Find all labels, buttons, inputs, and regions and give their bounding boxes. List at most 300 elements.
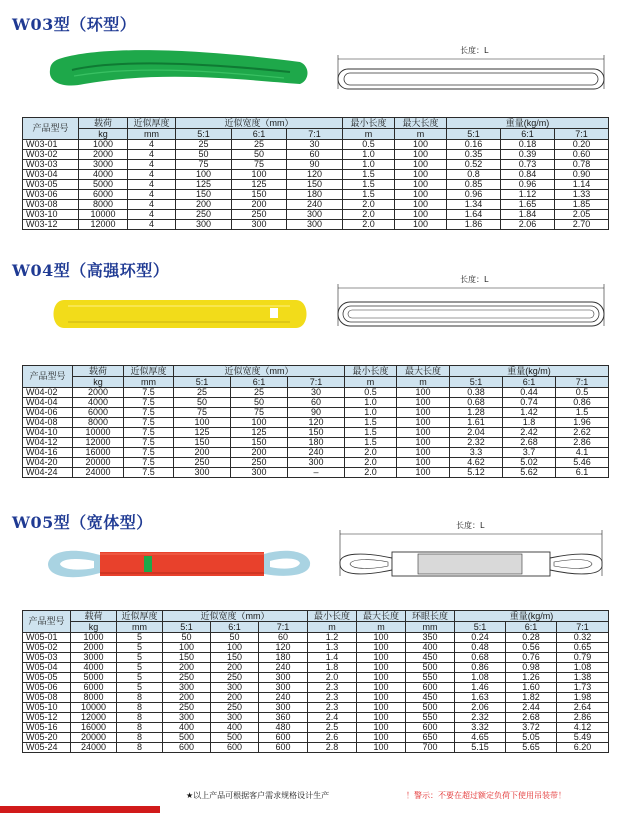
table-cell: 24000 — [73, 468, 124, 478]
model-cell: W05-04 — [23, 663, 71, 673]
table-cell: 4.1 — [556, 448, 609, 458]
table-cell: 1.85 — [555, 200, 609, 210]
table-cell: 4.65 — [455, 733, 506, 743]
section-title-w05: W05型（宽体型） — [12, 513, 153, 532]
table-cell: 16000 — [73, 448, 124, 458]
table-cell: 4000 — [79, 170, 128, 180]
table-cell: 100 — [395, 150, 447, 160]
table-cell: 5.02 — [503, 458, 556, 468]
table-cell: 500 — [406, 703, 455, 713]
header-loop-length-unit: mm — [406, 622, 455, 633]
table-cell: 50 — [231, 398, 288, 408]
table-cell: 100 — [163, 643, 211, 653]
table-row — [23, 200, 609, 210]
table-cell: 1.4 — [308, 653, 357, 663]
table-row — [23, 683, 609, 693]
table-cell: 50 — [211, 633, 259, 643]
table-cell: 7.5 — [124, 388, 174, 398]
table-cell: 600 — [406, 683, 455, 693]
table-cell: 100 — [231, 418, 288, 428]
header-ratio: 6:1 — [506, 622, 557, 633]
table-cell: 150 — [288, 428, 345, 438]
table-cell: 5000 — [79, 180, 128, 190]
table-cell: 90 — [288, 408, 345, 418]
model-cell: W03-04 — [23, 170, 79, 180]
table-cell: 100 — [397, 468, 450, 478]
table-cell: 60 — [288, 398, 345, 408]
header-ratio: 6:1 — [501, 129, 555, 140]
header-thickness-unit: mm — [128, 129, 176, 140]
table-cell: 600 — [259, 743, 308, 753]
header-min-length-unit: m — [343, 129, 395, 140]
table-cell: 2.32 — [455, 713, 506, 723]
table-cell: 100 — [397, 428, 450, 438]
table-cell: 0.65 — [557, 643, 609, 653]
table-row — [23, 210, 609, 220]
table-cell: 60 — [287, 150, 343, 160]
table-cell: 100 — [395, 170, 447, 180]
table-cell: 0.32 — [557, 633, 609, 643]
table-cell: 12000 — [79, 220, 128, 230]
table-cell: 300 — [231, 468, 288, 478]
table-cell: 16000 — [71, 723, 117, 733]
table-cell: 200 — [232, 200, 287, 210]
table-cell: 2.68 — [503, 438, 556, 448]
model-cell: W05-06 — [23, 683, 71, 693]
table-cell: 2.0 — [345, 458, 397, 468]
table-cell: 0.84 — [501, 170, 555, 180]
header-max-length: 最大长度 — [397, 366, 450, 377]
table-cell: 200 — [211, 693, 259, 703]
table-cell: 0.68 — [455, 653, 506, 663]
table-row — [23, 180, 609, 190]
table-cell: 180 — [259, 653, 308, 663]
header-width: 近似宽度（mm） — [174, 366, 345, 377]
table-cell: 5.49 — [557, 733, 609, 743]
table-cell: 1.12 — [501, 190, 555, 200]
table-cell: 650 — [406, 733, 455, 743]
table-row — [23, 663, 609, 673]
w05-sling-image — [44, 542, 314, 584]
table-cell: 12000 — [71, 713, 117, 723]
header-ratio: 5:1 — [447, 129, 501, 140]
header-min-length: 最小长度 — [308, 611, 357, 622]
model-cell: W04-12 — [23, 438, 73, 448]
table-cell: 2.06 — [455, 703, 506, 713]
table-cell: 150 — [176, 190, 232, 200]
model-cell: W04-20 — [23, 458, 73, 468]
header-loop-length: 环眼长度 — [406, 611, 455, 622]
table-cell: 1.61 — [450, 418, 503, 428]
table-cell: 2.0 — [345, 468, 397, 478]
header-ratio: 6:1 — [503, 377, 556, 388]
header-model: 产品型号 — [23, 366, 73, 388]
table-cell: 2.3 — [308, 683, 357, 693]
table-cell: 100 — [176, 170, 232, 180]
table-cell: 5.05 — [506, 733, 557, 743]
table-cell: 1.3 — [308, 643, 357, 653]
table-cell: 100 — [357, 743, 406, 753]
table-row — [23, 693, 609, 703]
table-cell: 1.82 — [506, 693, 557, 703]
table-cell: 4.12 — [557, 723, 609, 733]
table-cell: 120 — [288, 418, 345, 428]
table-cell: 0.86 — [556, 398, 609, 408]
table-cell: 250 — [231, 458, 288, 468]
header-weight: 重量(kg/m) — [450, 366, 609, 377]
table-cell: 360 — [259, 713, 308, 723]
table-cell: 5 — [117, 653, 163, 663]
table-cell: 100 — [395, 190, 447, 200]
table-cell: 0.5 — [556, 388, 609, 398]
table-cell: 7.5 — [124, 458, 174, 468]
table-cell: 0.98 — [506, 663, 557, 673]
table-cell: 180 — [288, 438, 345, 448]
table-cell: 1.34 — [447, 200, 501, 210]
model-cell: W04-06 — [23, 408, 73, 418]
header-weight: 重量(kg/m) — [455, 611, 609, 622]
table-cell: 0.76 — [506, 653, 557, 663]
table-cell: 250 — [211, 703, 259, 713]
table-cell: 100 — [211, 643, 259, 653]
table-cell: 500 — [406, 663, 455, 673]
table-cell: 7.5 — [124, 438, 174, 448]
table-cell: 100 — [395, 200, 447, 210]
model-cell: W03-05 — [23, 180, 79, 190]
table-cell: 0.74 — [503, 398, 556, 408]
table-cell: 0.86 — [455, 663, 506, 673]
table-cell: 0.96 — [447, 190, 501, 200]
table-cell: 2.86 — [557, 713, 609, 723]
table-cell: 50 — [232, 150, 287, 160]
table-cell: 480 — [259, 723, 308, 733]
table-cell: 6.20 — [557, 743, 609, 753]
model-cell: W04-04 — [23, 398, 73, 408]
table-cell: 100 — [357, 633, 406, 643]
model-cell: W03-03 — [23, 160, 79, 170]
table-cell: 100 — [395, 210, 447, 220]
table-cell: 0.8 — [447, 170, 501, 180]
model-cell: W05-02 — [23, 643, 71, 653]
table-cell: 0.39 — [501, 150, 555, 160]
table-cell: 1.8 — [503, 418, 556, 428]
table-cell: 1.63 — [455, 693, 506, 703]
table-cell: 400 — [406, 643, 455, 653]
table-cell: 4 — [128, 150, 176, 160]
header-width: 近似宽度（mm） — [163, 611, 308, 622]
table-cell: 300 — [259, 683, 308, 693]
table-cell: 0.79 — [557, 653, 609, 663]
table-row — [23, 418, 609, 428]
header-load: 载荷 — [79, 118, 128, 129]
model-cell: W05-12 — [23, 713, 71, 723]
table-cell: 100 — [397, 418, 450, 428]
header-ratio: 6:1 — [211, 622, 259, 633]
table-cell: 10000 — [73, 428, 124, 438]
length-label: 长度：L — [460, 46, 489, 55]
table-cell: 1.0 — [345, 398, 397, 408]
table-cell: 100 — [357, 663, 406, 673]
table-cell: 120 — [287, 170, 343, 180]
table-cell: 100 — [397, 438, 450, 448]
table-cell: 8 — [117, 713, 163, 723]
table-cell: 100 — [357, 673, 406, 683]
table-cell: 5.15 — [455, 743, 506, 753]
table-cell: 5 — [117, 643, 163, 653]
table-cell: 50 — [163, 633, 211, 643]
table-cell: 1.73 — [557, 683, 609, 693]
table-cell: 0.18 — [501, 140, 555, 150]
header-ratio: 7:1 — [555, 129, 609, 140]
table-cell: 2.0 — [343, 210, 395, 220]
w04-sling-image — [44, 294, 314, 334]
header-max-length-unit: m — [397, 377, 450, 388]
table-cell: 0.20 — [555, 140, 609, 150]
table-cell: 1.2 — [308, 633, 357, 643]
table-cell: 1.08 — [455, 673, 506, 683]
table-cell: 2.5 — [308, 723, 357, 733]
table-cell: 1.5 — [343, 180, 395, 190]
header-min-length-unit: m — [308, 622, 357, 633]
table-cell: 100 — [357, 653, 406, 663]
header-thickness: 近似厚度 — [124, 366, 174, 377]
table-row — [23, 633, 609, 643]
table-cell: 100 — [357, 693, 406, 703]
section-title-w04: W04型（高强环型） — [12, 261, 170, 280]
header-ratio: 7:1 — [557, 622, 609, 633]
table-cell: 30 — [288, 388, 345, 398]
header-max-length: 最大长度 — [357, 611, 406, 622]
table-cell: 450 — [406, 693, 455, 703]
table-cell: 4.62 — [450, 458, 503, 468]
table-cell: 100 — [357, 713, 406, 723]
table-cell: 300 — [287, 220, 343, 230]
table-cell: 0.52 — [447, 160, 501, 170]
header-ratio: 5:1 — [450, 377, 503, 388]
table-row — [23, 140, 609, 150]
table-cell: 2.0 — [345, 448, 397, 458]
model-cell: W05-20 — [23, 733, 71, 743]
table-cell: 150 — [231, 438, 288, 448]
table-row — [23, 743, 609, 753]
table-cell: 0.35 — [447, 150, 501, 160]
table-cell: 4 — [128, 170, 176, 180]
table-cell: 5.46 — [556, 458, 609, 468]
model-cell: W03-02 — [23, 150, 79, 160]
table-cell: 75 — [174, 408, 231, 418]
table-cell: 2.32 — [450, 438, 503, 448]
model-cell: W03-06 — [23, 190, 79, 200]
table-cell: 7.5 — [124, 468, 174, 478]
table-cell: 3000 — [71, 653, 117, 663]
header-ratio: 6:1 — [232, 129, 287, 140]
header-ratio: 6:1 — [231, 377, 288, 388]
table-cell: 4000 — [71, 663, 117, 673]
table-cell: 1.64 — [447, 210, 501, 220]
table-cell: 550 — [406, 713, 455, 723]
model-cell: W03-08 — [23, 200, 79, 210]
table-cell: 300 — [176, 220, 232, 230]
table-cell: 0.44 — [503, 388, 556, 398]
table-cell: 4 — [128, 210, 176, 220]
table-cell: 10000 — [79, 210, 128, 220]
table-cell: 200 — [163, 693, 211, 703]
table-cell: 0.96 — [501, 180, 555, 190]
header-load-unit: kg — [73, 377, 124, 388]
header-min-length: 最小长度 — [345, 366, 397, 377]
table-cell: 1.65 — [501, 200, 555, 210]
table-cell: 6.1 — [556, 468, 609, 478]
table-row — [23, 713, 609, 723]
table-cell: 1.28 — [450, 408, 503, 418]
table-cell: 2000 — [79, 150, 128, 160]
table-cell: 700 — [406, 743, 455, 753]
table-cell: 300 — [232, 220, 287, 230]
table-cell: 50 — [176, 150, 232, 160]
model-cell: W05-05 — [23, 673, 71, 683]
table-cell: 2.44 — [506, 703, 557, 713]
table-cell: 150 — [287, 180, 343, 190]
table-cell: 0.68 — [450, 398, 503, 408]
table-cell: 75 — [231, 408, 288, 418]
table-cell: 25 — [176, 140, 232, 150]
table-cell: 2.04 — [450, 428, 503, 438]
table-cell: 5 — [117, 673, 163, 683]
header-weight: 重量(kg/m) — [447, 118, 609, 129]
table-cell: 450 — [406, 653, 455, 663]
table-cell: 250 — [174, 458, 231, 468]
header-ratio: 7:1 — [259, 622, 308, 633]
table-cell: 0.60 — [555, 150, 609, 160]
table-cell: 0.73 — [501, 160, 555, 170]
table-cell: 1.46 — [455, 683, 506, 693]
header-max-length-unit: m — [357, 622, 406, 633]
table-cell: 2.0 — [343, 220, 395, 230]
table-cell: 7.5 — [124, 448, 174, 458]
table-cell: 6000 — [79, 190, 128, 200]
table-cell: 550 — [406, 673, 455, 683]
table-cell: 350 — [406, 633, 455, 643]
table-row — [23, 733, 609, 743]
table-cell: 100 — [357, 723, 406, 733]
header-ratio: 7:1 — [556, 377, 609, 388]
table-row — [23, 398, 609, 408]
table-cell: 1.5 — [343, 190, 395, 200]
table-cell: 3.32 — [455, 723, 506, 733]
table-cell: 125 — [232, 180, 287, 190]
table-cell: 1.38 — [557, 673, 609, 683]
table-cell: 300 — [259, 673, 308, 683]
table-row — [23, 220, 609, 230]
table-row — [23, 653, 609, 663]
table-cell: 0.48 — [455, 643, 506, 653]
table-cell: 25 — [174, 388, 231, 398]
table-cell: 100 — [357, 683, 406, 693]
model-cell: W04-16 — [23, 448, 73, 458]
table-cell: 150 — [174, 438, 231, 448]
table-cell: 2000 — [73, 388, 124, 398]
model-cell: W05-16 — [23, 723, 71, 733]
table-row — [23, 468, 609, 478]
table-cell: 1000 — [79, 140, 128, 150]
table-cell: 12000 — [73, 438, 124, 448]
table-cell: 100 — [397, 398, 450, 408]
table-cell: 4 — [128, 160, 176, 170]
header-ratio: 5:1 — [174, 377, 231, 388]
header-max-length-unit: m — [395, 129, 447, 140]
table-cell: 1.5 — [345, 438, 397, 448]
table-cell: – — [288, 468, 345, 478]
table-cell: 1.14 — [555, 180, 609, 190]
table-cell: 20000 — [73, 458, 124, 468]
table-cell: 100 — [395, 220, 447, 230]
table-cell: 0.5 — [343, 140, 395, 150]
table-cell: 240 — [288, 448, 345, 458]
table-cell: 3.7 — [503, 448, 556, 458]
header-thickness-unit: mm — [117, 622, 163, 633]
table-cell: 200 — [211, 663, 259, 673]
header-ratio: 7:1 — [288, 377, 345, 388]
table-cell: 1.84 — [501, 210, 555, 220]
table-cell: 1.0 — [343, 150, 395, 160]
table-cell: 4 — [128, 200, 176, 210]
table-cell: 0.85 — [447, 180, 501, 190]
table-cell: 500 — [211, 733, 259, 743]
table-cell: 1.5 — [556, 408, 609, 418]
table-cell: 1.5 — [345, 428, 397, 438]
header-thickness: 近似厚度 — [128, 118, 176, 129]
table-cell: 240 — [259, 693, 308, 703]
model-cell: W05-01 — [23, 633, 71, 643]
table-cell: 2.70 — [555, 220, 609, 230]
header-ratio: 7:1 — [287, 129, 343, 140]
w04-spec-table — [22, 365, 609, 478]
w04-length-diagram — [334, 270, 608, 330]
table-cell: 1.5 — [345, 418, 397, 428]
table-cell: 2.68 — [506, 713, 557, 723]
header-width: 近似宽度（mm） — [176, 118, 343, 129]
footer-warning: ！警示：不要在超过额定负荷下使用吊装带！ — [406, 791, 566, 800]
header-load-unit: kg — [79, 129, 128, 140]
table-cell: 8 — [117, 693, 163, 703]
header-load: 载荷 — [73, 366, 124, 377]
table-cell: 240 — [287, 200, 343, 210]
table-cell: 120 — [259, 643, 308, 653]
table-row — [23, 673, 609, 683]
table-row — [23, 388, 609, 398]
header-model: 产品型号 — [23, 611, 71, 633]
table-cell: 200 — [176, 200, 232, 210]
table-cell: 100 — [397, 408, 450, 418]
table-row — [23, 150, 609, 160]
table-cell: 6000 — [71, 683, 117, 693]
model-cell: W04-08 — [23, 418, 73, 428]
table-cell: 8000 — [73, 418, 124, 428]
header-ratio: 5:1 — [176, 129, 232, 140]
table-cell: 0.56 — [506, 643, 557, 653]
table-cell: 100 — [357, 703, 406, 713]
table-cell: 1.8 — [308, 663, 357, 673]
table-cell: 125 — [176, 180, 232, 190]
table-row — [23, 448, 609, 458]
table-cell: 100 — [395, 160, 447, 170]
table-cell: 2.0 — [308, 673, 357, 683]
table-cell: 75 — [176, 160, 232, 170]
header-min-length: 最小长度 — [343, 118, 395, 129]
length-label: 长度：L — [456, 521, 485, 530]
table-cell: 300 — [288, 458, 345, 468]
table-cell: 600 — [163, 743, 211, 753]
